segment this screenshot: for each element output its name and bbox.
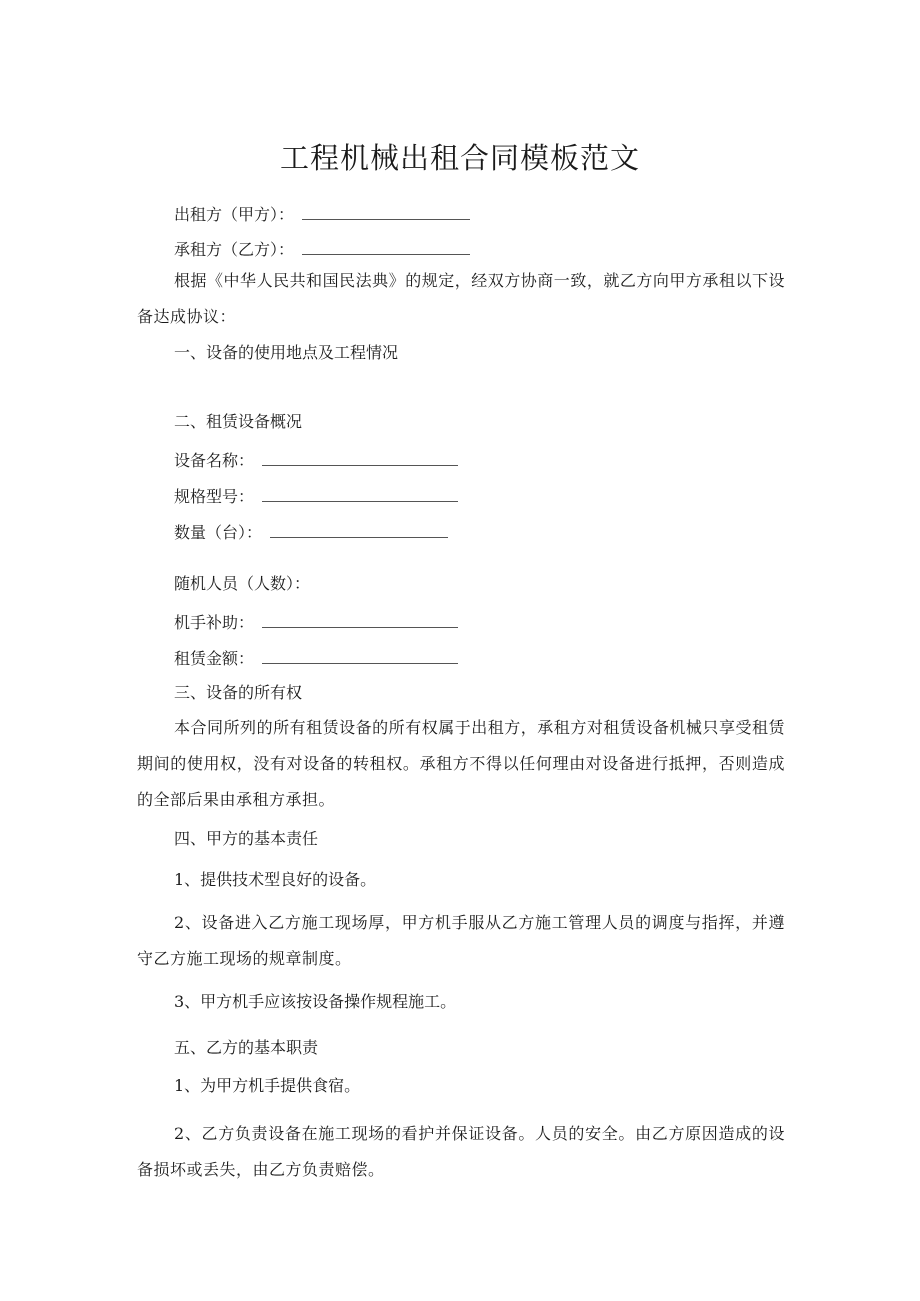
section3-paragraph: 本合同所列的所有租赁设备的所有权属于出租方，承租方对租赁设备机械只享受租赁期间的使用权，没有对设备的转租权。承租方不得以任何理由对设备进行抵押，否则造成的全部后果由承租方承担。 (137, 718, 785, 809)
equipment-name-blank[interactable] (262, 448, 458, 466)
staff-line: 随机人员（人数）： (174, 574, 311, 593)
quantity-blank[interactable] (270, 520, 448, 538)
rent-amount-line (174, 646, 458, 670)
party-b-line (174, 237, 470, 261)
spec-model-line (174, 484, 458, 508)
section5-item-2: 2、乙方负责设备在施工现场的看护并保证设备。人员的安全。由乙方原因造成的设备损坏或丢失，由乙方负责赔偿。 (137, 1124, 785, 1179)
operator-subsidy-line (174, 610, 458, 634)
spec-model-blank[interactable] (262, 484, 458, 502)
operator-subsidy-blank[interactable] (262, 610, 458, 628)
section5-item-1: 1、为甲方机手提供食宿。 (174, 1076, 361, 1095)
section4-item-1: 1、提供技术型良好的设备。 (174, 870, 377, 889)
quantity-line (174, 520, 448, 544)
equipment-name-line (174, 448, 458, 472)
document-title: 工程机械出租合同模板范文 (279, 141, 640, 175)
operator-subsidy-label: 机手补助： (174, 613, 255, 632)
section4-item-2: 2、设备进入乙方施工现场厚，甲方机手服从乙方施工管理人员的调度与指挥，并遵守乙方施工现场的规章制度。 (137, 913, 785, 968)
party-b-label: 承租方（乙方）： (174, 240, 295, 259)
spec-model-label: 规格型号： (174, 487, 255, 506)
section2-heading: 二、租赁设备概况 (174, 412, 303, 431)
section5-heading: 五、乙方的基本职责 (174, 1038, 319, 1057)
section3-heading: 三、设备的所有权 (174, 683, 303, 702)
party-a-label: 出租方（甲方）： (174, 205, 295, 224)
party-b-blank[interactable] (302, 237, 470, 255)
section4-item-3: 3、甲方机手应该按设备操作规程施工。 (174, 992, 457, 1011)
party-a-blank[interactable] (302, 202, 470, 220)
equipment-name-label: 设备名称： (174, 451, 255, 470)
party-a-line (174, 202, 470, 226)
section4-heading: 四、甲方的基本责任 (174, 829, 319, 848)
intro-paragraph: 根据《中华人民共和国民法典》的规定，经双方协商一致，就乙方向甲方承租以下设备达成协议： (137, 271, 785, 326)
quantity-label: 数量（台）： (174, 523, 263, 542)
rent-amount-blank[interactable] (262, 646, 458, 664)
rent-amount-label: 租赁金额： (174, 649, 255, 668)
section1-heading: 一、设备的使用地点及工程情况 (174, 343, 399, 362)
